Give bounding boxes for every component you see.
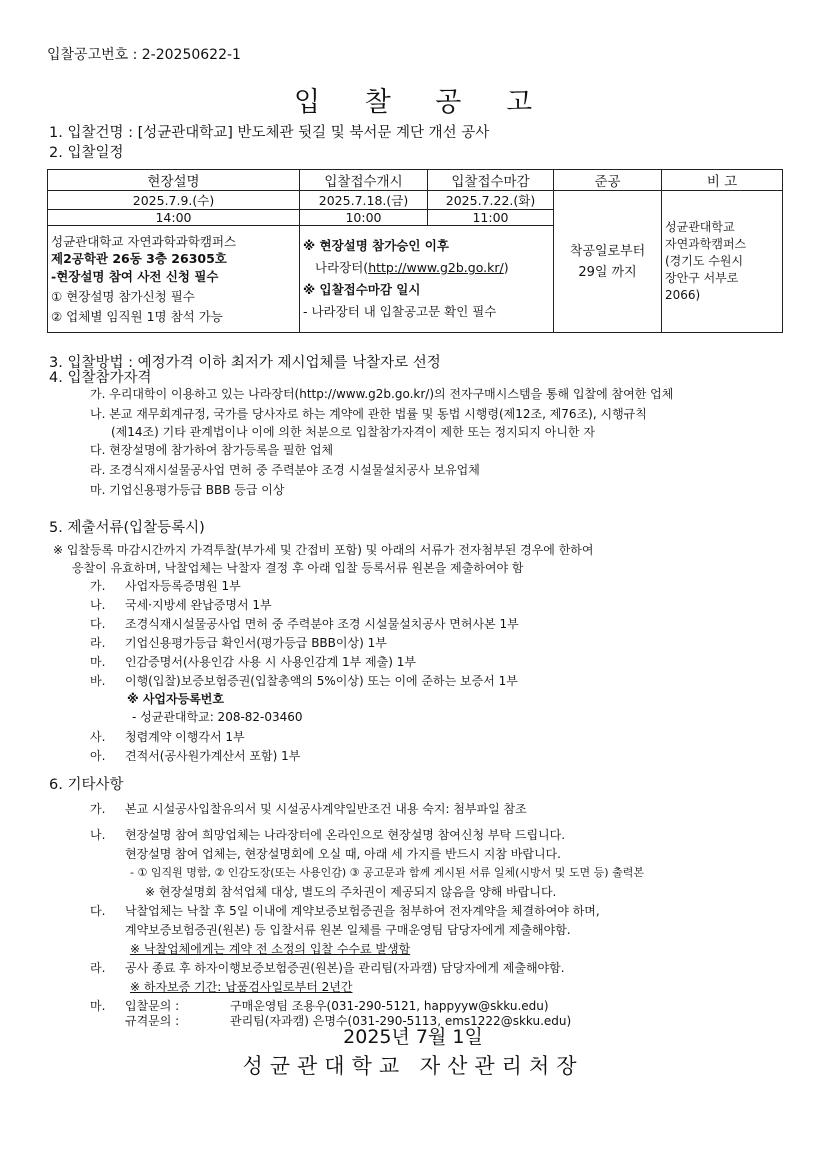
completion-cell	[554, 191, 662, 333]
contact-spec-value: 관리팀(자과캠) 은명수(031-290-5113, ems1222@skku.edu)	[230, 1014, 572, 1028]
submission-item-ga: 사업자등록증명원 1부	[125, 579, 241, 593]
qualification-ra: 라. 조경식재시설물공사업 면허 중 주력분야 조경 시설물설치공사 보유업체	[90, 463, 480, 477]
header-receipt-close: 입찰접수마감	[428, 170, 554, 191]
submission-mark-ba: 바.	[90, 674, 106, 688]
other-mark-ga: 가.	[90, 802, 106, 816]
qualification-da: 다. 현장설명에 참가하여 참가등록을 필한 업체	[90, 443, 334, 457]
briefing-date: 2025.7.9.(수)	[48, 191, 300, 210]
receipt-note-1: ※ 현장설명 참가승인 이후	[303, 238, 449, 253]
submission-item-ra: 기업신용평가등급 확인서(평가등급 BBB이상) 1부	[125, 636, 387, 650]
remarks-line-1: 성균관대학교	[665, 220, 735, 234]
g2b-suffix: )	[503, 260, 509, 275]
section-2-schedule-heading: 2. 입찰일정	[49, 145, 124, 161]
contact-bid-label: 입찰문의 :	[125, 999, 180, 1013]
receipt-open-time: 10:00	[300, 210, 428, 226]
submission-mark-na: 나.	[90, 598, 106, 612]
briefing-note-2: ② 업체별 임직원 1명 참석 가능	[51, 309, 223, 324]
remarks-line-3: (경기도 수원시	[665, 254, 744, 268]
qualification-na: 나. 본교 재무회계규정, 국가를 당사자로 하는 계약에 관한 법률 및 동법 시행령(제12조, 제76조), 시행규칙	[90, 407, 647, 421]
other-item-da-1: 낙찰업체는 낙찰 후 5일 이내에 계약보증보험증권을 첨부하여 전자계약을 체결하여야 하며,	[125, 904, 600, 918]
briefing-location-line-1: 성균관대학교 자연과학과학캠퍼스	[51, 234, 237, 249]
submission-mark-ma: 마.	[90, 655, 106, 669]
completion-line-1: 착공일로부터	[569, 243, 646, 259]
other-item-ra-2: ※ 하자보증 기간: 납품검사일로부터 2년간	[130, 980, 353, 994]
notice-number: 입찰공고번호 : 2-20250622-1	[47, 47, 241, 63]
submission-item-da: 조경식재시설물공사업 면허 중 주력분야 조경 시설물설치공사 면허사본 1부	[125, 617, 519, 631]
header-briefing: 현장설명	[48, 170, 300, 191]
remarks-cell	[662, 191, 783, 333]
other-item-na-3: - ① 임직원 명함, ② 인감도장(또는 사용인감) ③ 공고문과 함께 게시된 서류 일체(시방서 및 도면 등) 출력본	[130, 866, 644, 879]
section-6-title: 6. 기타사항	[49, 777, 124, 793]
submission-item-a: 견적서(공사원가계산서 포함) 1부	[125, 749, 301, 763]
biz-reg-title: ※ 사업자등록번호	[127, 692, 224, 706]
notice-date: 2025년 7월 1일	[343, 1026, 483, 1048]
other-mark-ma: 마.	[90, 999, 106, 1013]
other-mark-da: 다.	[90, 904, 106, 918]
header-receipt-open: 입찰접수개시	[300, 170, 428, 191]
submission-item-ma: 인감증명서(사용인감 사용 시 사용인감계 1부 제출) 1부	[125, 655, 416, 669]
receipt-note-4: - 나라장터 내 입찰공고문 확인 필수	[303, 304, 497, 319]
remarks-line-5: 2066)	[665, 288, 701, 302]
other-mark-na: 나.	[90, 828, 106, 842]
header-remarks: 비 고	[662, 170, 783, 191]
briefing-time: 14:00	[48, 210, 300, 226]
receipt-notes-cell	[300, 226, 554, 333]
receipt-note-2	[303, 257, 550, 279]
other-item-na-1: 현장설명 참여 희망업체는 나라장터에 온라인으로 현장설명 참여신청 부탁 드립니다.	[125, 828, 566, 842]
remarks-line-4: 장안구 서부로	[665, 271, 739, 285]
submission-item-na: 국세·지방세 완납증명서 1부	[125, 598, 272, 612]
schedule-table	[47, 169, 783, 333]
other-item-ra-1: 공사 종료 후 하자이행보증보험증권(원본)을 관리팀(자과캠) 담당자에게 제출해야함.	[125, 961, 565, 975]
section-4-title: 4. 입찰참가자격	[49, 370, 152, 386]
qualification-ga: 가. 우리대학이 이용하고 있는 나라장터(http://www.g2b.go.kr/)의 전자구매시스템을 통해 입찰에 참여한 업체	[90, 387, 674, 401]
submission-mark-a: 아.	[90, 749, 106, 763]
issuer: 성균관대학교 자산관리처장	[242, 1054, 584, 1078]
page-title: 입 찰 공 고	[293, 87, 551, 118]
completion-line-2: 29일 까지	[578, 264, 637, 280]
other-item-da-2: 계약보증보험증권(원본) 등 입찰서류 원본 일체를 구매운영팀 담당자에게 제출해야함.	[125, 923, 571, 937]
briefing-location-line-2: 제2공학관 26동 3층 26305호	[51, 251, 227, 266]
other-item-na-2: 현장설명 참여 업체는, 현장설명회에 오실 때, 아래 세 가지를 반드시 지참 바랍니다.	[125, 847, 561, 861]
receipt-open-date: 2025.7.18.(금)	[300, 191, 428, 210]
submission-mark-da: 다.	[90, 617, 106, 631]
briefing-location-cell	[48, 226, 300, 333]
receipt-note-3: ※ 입찰접수마감 일시	[303, 282, 421, 297]
receipt-close-date: 2025.7.22.(화)	[428, 191, 554, 210]
submission-item-sa: 청렴계약 이행각서 1부	[125, 730, 245, 744]
g2b-link[interactable]: http://www.g2b.go.kr/	[368, 260, 504, 275]
submission-intro-1: ※ 입찰등록 마감시간까지 가격투찰(부가세 및 간접비 포함) 및 아래의 서류가 전자첨부된 경우에 한하여	[53, 543, 594, 557]
qualification-na-cont: (제14조) 기타 관계법이나 이에 의한 처분으로 입찰참가자격이 제한 또는 정지되지 아니한 자	[111, 425, 595, 439]
contact-spec-label: 규격문의 :	[125, 1014, 180, 1028]
other-item-ga: 본교 시설공사입찰유의서 및 시설공사계약일반조건 내용 숙지: 첨부파일 참조	[125, 802, 527, 816]
contact-bid-value: 구매운영팀 조용우(031-290-5121, happyyw@skku.edu)	[230, 999, 549, 1013]
receipt-close-time: 11:00	[428, 210, 554, 226]
other-mark-ra: 라.	[90, 961, 106, 975]
section-5-title: 5. 제출서류(입찰등록시)	[49, 520, 205, 536]
briefing-registration-required: -현장설명 참여 사전 신청 필수	[51, 269, 219, 284]
submission-mark-ra: 라.	[90, 636, 106, 650]
briefing-note-1: ① 현장설명 참가신청 필수	[51, 289, 195, 304]
header-completion: 준공	[554, 170, 662, 191]
biz-reg-value: - 성균관대학교: 208-82-03460	[132, 710, 303, 724]
other-item-da-3: ※ 낙찰업체에게는 계약 전 소정의 입찰 수수료 발생함	[130, 942, 411, 956]
g2b-prefix: 나라장터(	[315, 260, 369, 275]
submission-mark-ga: 가.	[90, 579, 106, 593]
remarks-line-2: 자연과학캠퍼스	[665, 237, 747, 251]
section-1-bid-name: 1. 입찰건명 : [성균관대학교] 반도체관 뒷길 및 북서문 계단 개선 공사	[49, 125, 490, 141]
submission-item-ba: 이행(입찰)보증보험증권(입찰총액의 5%이상) 또는 이에 준하는 보증서 1부	[125, 674, 518, 688]
submission-mark-sa: 사.	[90, 730, 106, 744]
qualification-ma: 마. 기업신용평가등급 BBB 등급 이상	[90, 483, 285, 497]
submission-intro-2: 응찰이 유효하며, 낙찰업체는 낙찰자 결정 후 아래 입찰 등록서류 원본을 제출하여야 함	[72, 561, 524, 575]
other-item-na-4: ※ 현장설명회 참석업체 대상, 별도의 주차권이 제공되지 않음을 양해 바랍니다.	[145, 885, 557, 899]
section-3-method: 3. 입찰방법 : 예정가격 이하 최저가 제시업체를 낙찰자로 선정	[49, 355, 441, 371]
